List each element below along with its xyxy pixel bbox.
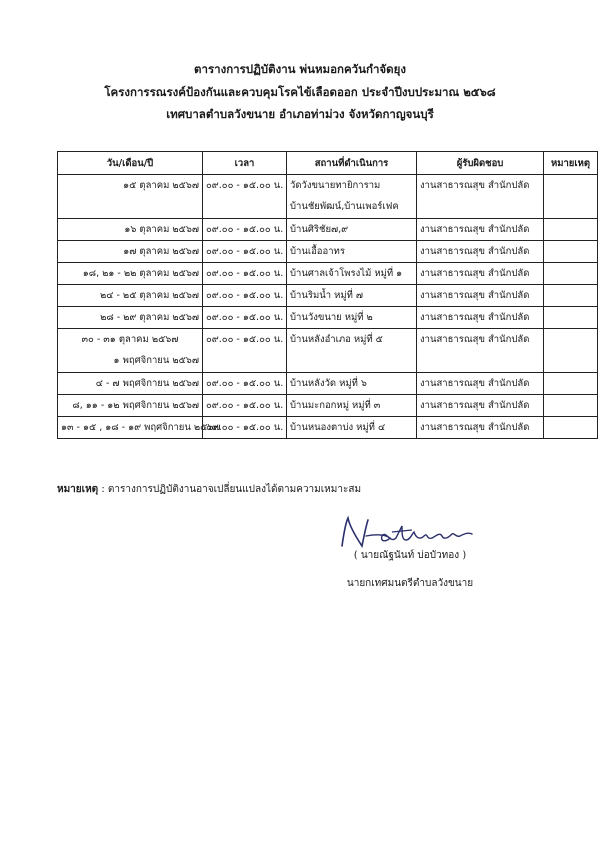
cell-place <box>287 285 417 307</box>
title-line-3: เทศบาลตำบลวังขนาย อำเภอท่าม่วง จังหวัดกาญจนบุรี <box>166 107 434 121</box>
cell-date <box>58 395 203 417</box>
title-line-2: โครงการรณรงค์ป้องกันและควบคุมโรคไข้เลือดออก ประจำปีงบประมาณ ๒๕๖๘ <box>104 84 496 99</box>
cell-place-line: บ้านชัยพัฒน์,บ้านเพอร์เฟค <box>290 201 399 212</box>
cell-place <box>287 373 417 395</box>
footnote-label: หมายเหตุ <box>57 484 99 495</box>
cell-place <box>287 263 417 285</box>
table-row <box>58 307 598 329</box>
cell-responsible <box>417 241 544 263</box>
cell-date-line: ๒๔ - ๒๕ ตุลาคม ๒๕๖๗ <box>100 290 199 301</box>
cell-responsible <box>417 417 544 439</box>
table-body <box>58 175 598 439</box>
cell-place <box>287 307 417 329</box>
cell-time-text: ๐๙.๐๐ - ๑๕.๐๐ น. <box>206 290 284 301</box>
cell-remark <box>544 329 598 373</box>
cell-responsible-text: งานสาธารณสุข สำนักปลัด <box>420 422 530 433</box>
signer-name: ( นายณัฐนันท์ บ่อบัวทอง ) <box>353 550 467 561</box>
schedule-table <box>57 151 598 439</box>
cell-time <box>203 329 287 373</box>
cell-place-line: บ้านหนองตาบ่ง หมู่ที่ ๔ <box>290 422 386 433</box>
cell-time-text: ๐๙.๐๐ - ๑๕.๐๐ น. <box>206 246 284 257</box>
cell-date-line: ๑๖ ตุลาคม ๒๕๖๗ <box>124 224 199 235</box>
cell-place-line: บ้านมะกอกหมู่ หมู่ที่ ๓ <box>290 400 381 411</box>
cell-place-line: บ้านวังขนาย หมู่ที่ ๒ <box>290 312 373 323</box>
cell-time-text: ๐๙.๐๐ - ๑๕.๐๐ น. <box>206 400 284 411</box>
table-row <box>58 175 598 219</box>
cell-date-line: ๑๗ ตุลาคม ๒๕๖๗ <box>123 246 199 257</box>
cell-responsible <box>417 395 544 417</box>
table-row <box>58 241 598 263</box>
footnote-text: : ตารางการปฏิบัติงานอาจเปลี่ยนแปลงได้ตามความเหมาะสม <box>98 484 362 495</box>
cell-date-line: ๑๕ ตุลาคม ๒๕๖๗ <box>123 180 199 191</box>
cell-date-line: ๘, ๑๑ - ๑๒ พฤศจิกายน ๒๕๖๗ <box>72 400 199 411</box>
cell-date <box>58 307 203 329</box>
cell-responsible <box>417 373 544 395</box>
cell-date <box>58 175 203 219</box>
document-title <box>0 58 600 126</box>
cell-remark <box>544 373 598 395</box>
cell-date-line: ๓๐ - ๓๑ ตุลาคม ๒๕๖๗ <box>81 334 179 345</box>
cell-time <box>203 285 287 307</box>
cell-time-text: ๐๙.๐๐ - ๑๕.๐๐ น. <box>206 268 284 279</box>
cell-responsible-text: งานสาธารณสุข สำนักปลัด <box>420 290 530 301</box>
table-row <box>58 219 598 241</box>
cell-date <box>58 263 203 285</box>
cell-remark <box>544 175 598 219</box>
cell-responsible-text: งานสาธารณสุข สำนักปลัด <box>420 180 530 191</box>
cell-time <box>203 373 287 395</box>
table-row <box>58 417 598 439</box>
cell-responsible-text: งานสาธารณสุข สำนักปลัด <box>420 400 530 411</box>
table-row <box>58 373 598 395</box>
header-remark: หมายเหตุ <box>544 152 598 175</box>
cell-place <box>287 417 417 439</box>
cell-place-line: บ้านหลังอำเภอ หมู่ที่ ๕ <box>290 334 383 345</box>
cell-time <box>203 175 287 219</box>
cell-remark <box>544 263 598 285</box>
cell-remark <box>544 417 598 439</box>
cell-responsible-text: งานสาธารณสุข สำนักปลัด <box>420 312 530 323</box>
header-date: วัน/เดือน/ปี <box>58 152 203 175</box>
cell-remark <box>544 241 598 263</box>
cell-responsible <box>417 219 544 241</box>
header-responsible: ผู้รับผิดชอบ <box>417 152 544 175</box>
cell-time-text: ๐๙.๐๐ - ๑๕.๐๐ น. <box>206 334 284 345</box>
table-row <box>58 285 598 307</box>
signer-position: นายกเทศมนตรีตำบลวังขนาย <box>346 578 474 589</box>
cell-time <box>203 395 287 417</box>
cell-time <box>203 241 287 263</box>
cell-place-line: บ้านเอื้ออาทร <box>290 246 345 257</box>
cell-time <box>203 307 287 329</box>
cell-place <box>287 329 417 373</box>
cell-responsible-text: งานสาธารณสุข สำนักปลัด <box>420 246 530 257</box>
cell-date-line: ๒๘ - ๒๙ ตุลาคม ๒๕๖๗ <box>100 312 199 323</box>
cell-place <box>287 219 417 241</box>
cell-remark <box>544 219 598 241</box>
cell-time-text: ๐๙.๐๐ - ๑๕.๐๐ น. <box>206 378 284 389</box>
cell-time <box>203 263 287 285</box>
header-place: สถานที่ดำเนินการ <box>287 152 417 175</box>
table-row <box>58 395 598 417</box>
cell-time <box>203 219 287 241</box>
cell-place-line: บ้านศาลเจ้าโพรงไม้ หมู่ที่ ๑ <box>290 268 403 279</box>
cell-responsible-text: งานสาธารณสุข สำนักปลัด <box>420 268 530 279</box>
cell-date <box>58 241 203 263</box>
cell-date <box>58 285 203 307</box>
header-time: เวลา <box>203 152 287 175</box>
cell-time-text: ๐๙.๐๐ - ๑๕.๐๐ น. <box>206 224 284 235</box>
cell-date <box>58 329 203 373</box>
cell-responsible <box>417 329 544 373</box>
cell-date <box>58 373 203 395</box>
cell-place-line: วัดวังขนายทายิการาม <box>290 180 381 191</box>
cell-place <box>287 175 417 219</box>
cell-responsible-text: งานสาธารณสุข สำนักปลัด <box>420 334 530 345</box>
table-header-row <box>58 152 598 175</box>
table-row <box>58 329 598 373</box>
cell-date-line: ๔ - ๗ พฤศจิกายน ๒๕๖๗ <box>95 378 199 389</box>
table-row <box>58 263 598 285</box>
cell-place-line: บ้านหลังวัด หมู่ที่ ๖ <box>290 378 367 389</box>
cell-responsible <box>417 307 544 329</box>
cell-date <box>58 417 221 439</box>
cell-time-text: ๐๙.๐๐ - ๑๕.๐๐ น. <box>206 312 284 323</box>
cell-remark <box>544 307 598 329</box>
cell-date <box>58 219 203 241</box>
cell-remark <box>544 285 598 307</box>
cell-responsible-text: งานสาธารณสุข สำนักปลัด <box>420 224 530 235</box>
cell-date-line: ๑ พฤศจิกายน ๒๕๖๗ <box>113 355 199 366</box>
cell-responsible <box>417 263 544 285</box>
footnote <box>57 482 361 497</box>
cell-place <box>287 395 417 417</box>
cell-responsible-text: งานสาธารณสุข สำนักปลัด <box>420 378 530 389</box>
cell-date-line: ๑๘, ๒๑ - ๒๒ ตุลาคม ๒๕๖๗ <box>82 268 199 279</box>
cell-time-text: ๐๙.๐๐ - ๑๕.๐๐ น. <box>206 180 284 191</box>
cell-place <box>287 241 417 263</box>
cell-responsible <box>417 175 544 219</box>
cell-time <box>203 417 287 439</box>
title-line-1: ตารางการปฏิบัติงาน พ่นหมอกควันกำจัดยุง <box>194 62 406 76</box>
cell-place-line: บ้านศิริชัย๗,๙ <box>290 224 349 235</box>
cell-responsible <box>417 285 544 307</box>
cell-date-line: ๑๓ - ๑๕ , ๑๘ - ๑๙ พฤศจิกายน ๒๕๖๗ <box>61 422 221 433</box>
cell-time-text: ๐๙.๐๐ - ๑๕.๐๐ น. <box>206 422 284 433</box>
cell-place-line: บ้านริมน้ำ หมู่ที่ ๗ <box>290 290 364 301</box>
cell-remark <box>544 395 598 417</box>
